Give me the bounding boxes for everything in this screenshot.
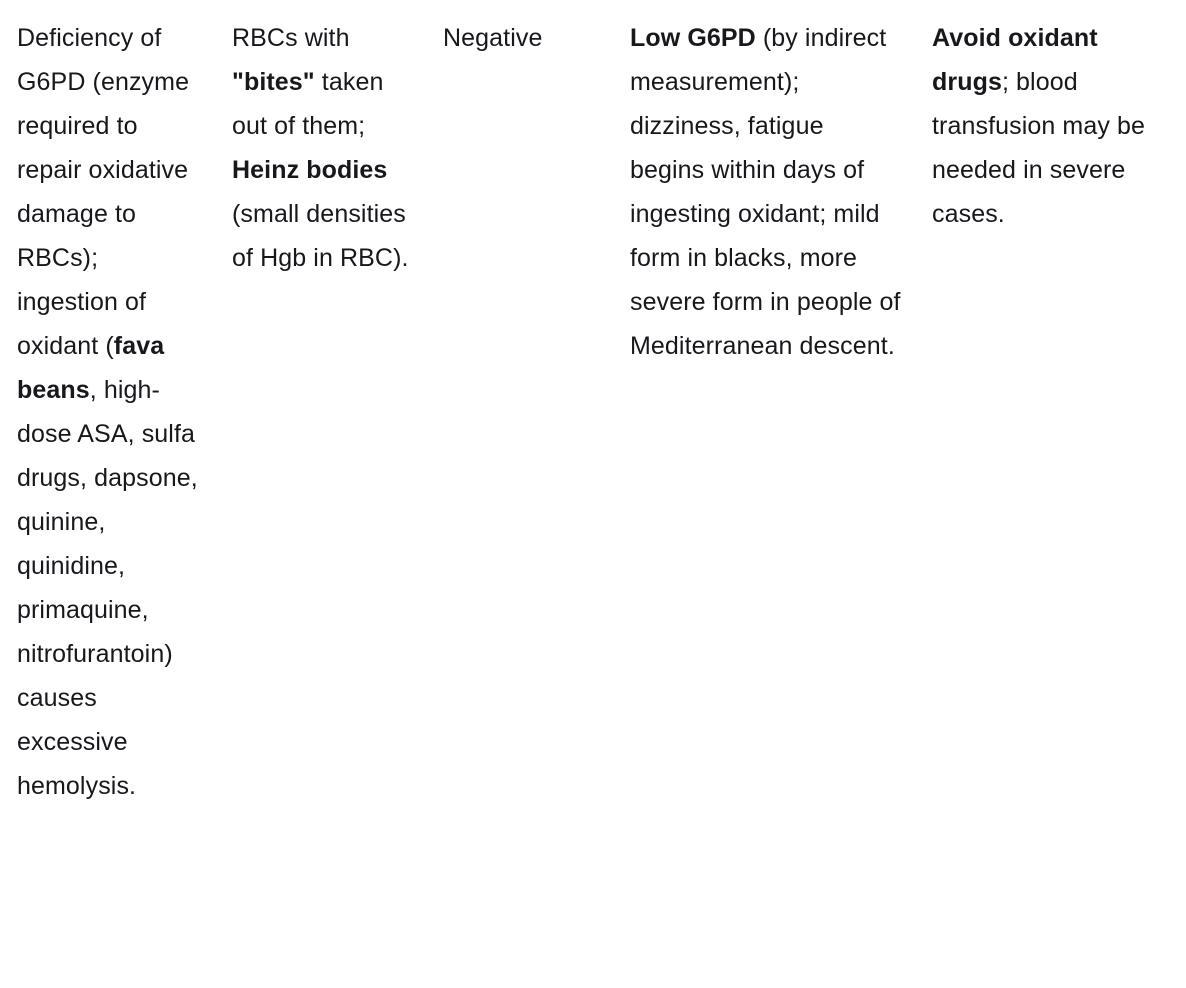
bold-text-segment: fava beans xyxy=(17,332,165,404)
bold-text-segment: "bites" xyxy=(232,68,315,96)
text-segment: (small densities of Hgb in RBC). xyxy=(232,200,409,272)
table-cell xyxy=(443,16,630,60)
bold-text-segment: Avoid oxidant drugs xyxy=(932,24,1098,96)
text-segment: (by indirect measurement); dizziness, fatigue begins within days of ingesting oxidant; mild form in blacks, more severe form in people of Mediterranean descent. xyxy=(630,24,901,360)
text-segment: taken out of them; xyxy=(232,68,384,140)
bold-text-segment: Low G6PD xyxy=(630,24,756,52)
text-segment: , high-dose ASA, sulfa drugs, dapsone, quinine, quinidine, primaquine, nitrofurantoin) causes excessive hemolysis. xyxy=(17,376,198,800)
text-segment: RBCs with xyxy=(232,24,350,52)
table-row xyxy=(17,16,1186,808)
table-cell xyxy=(232,16,443,280)
table-cell xyxy=(932,16,1186,236)
text-segment: Negative xyxy=(443,24,543,52)
table-cell xyxy=(17,16,232,808)
text-segment: ; blood transfusion may be needed in severe cases. xyxy=(932,68,1146,228)
table-cell xyxy=(630,16,932,368)
bold-text-segment: Heinz bodies xyxy=(232,156,388,184)
text-segment: Deficiency of G6PD (enzyme required to repair oxidative damage to RBCs); ingestion of oxidant ( xyxy=(17,24,190,360)
